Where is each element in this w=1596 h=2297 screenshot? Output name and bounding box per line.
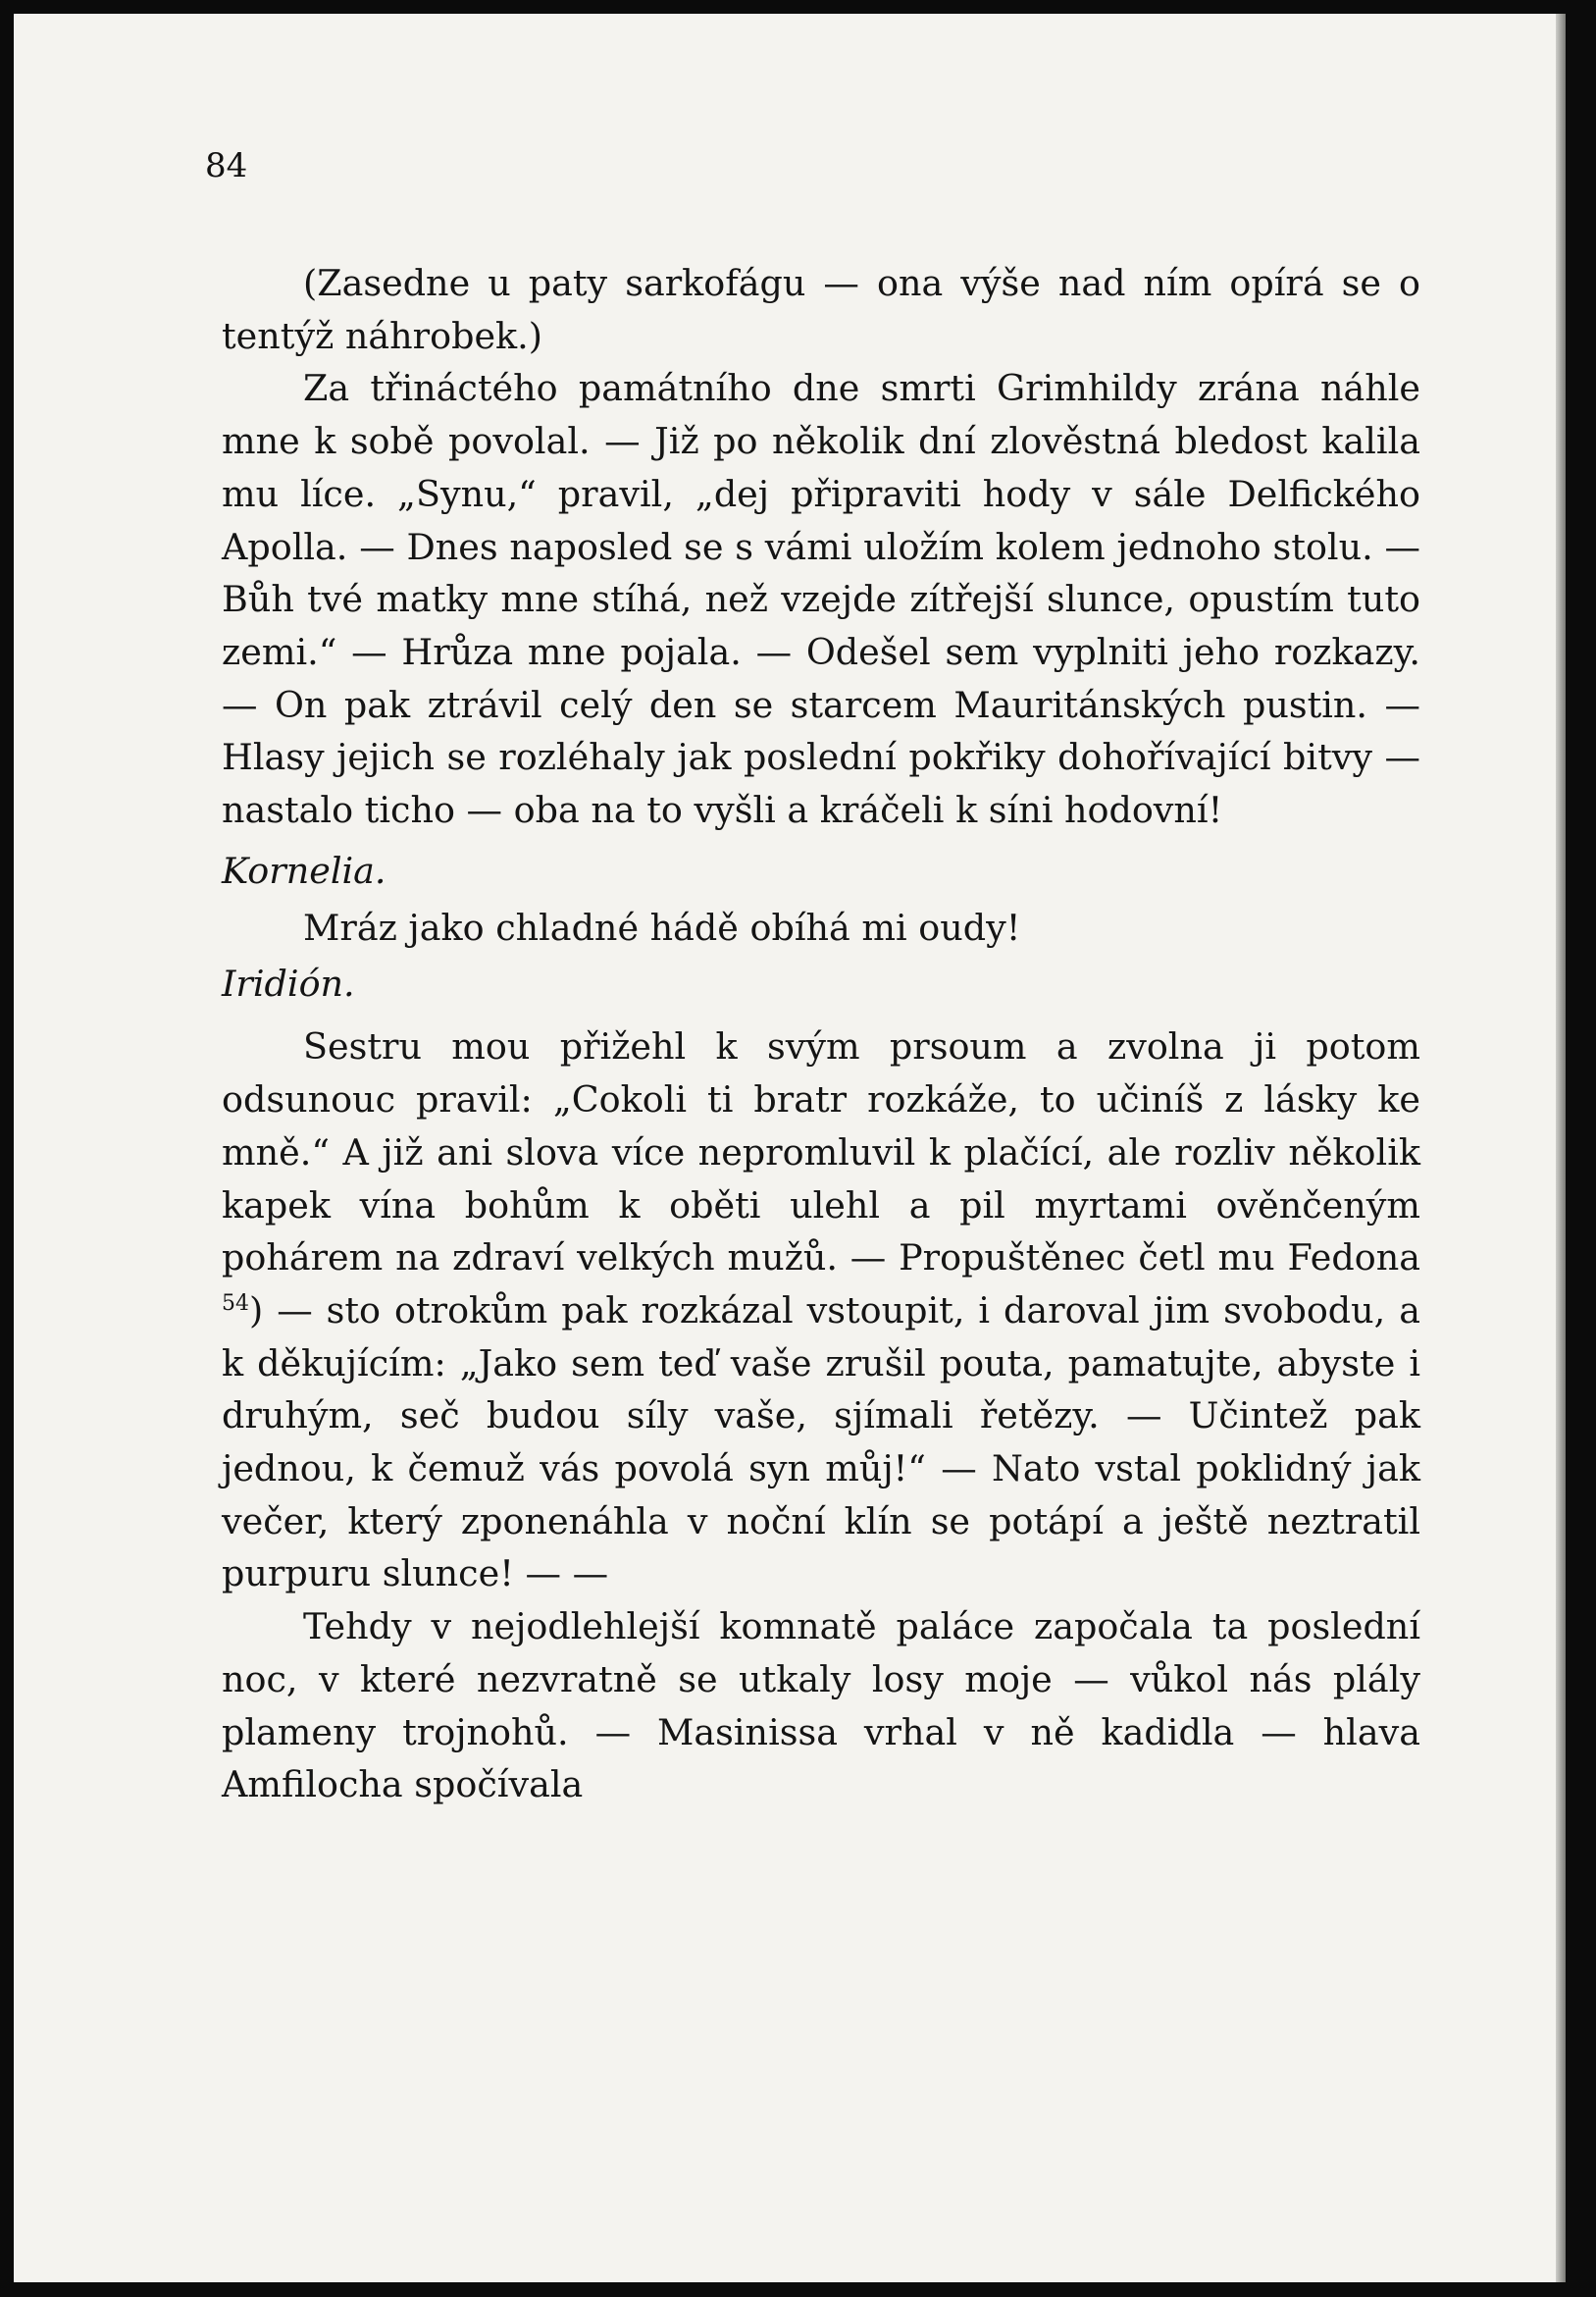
paragraph-3: Tehdy v nejodlehlejší komnatě paláce započala ta poslední noc, v které nezvratně se utkaly losy moje — vůkol nás plály plameny trojnohů. — Masinissa vrhal v ně kadidla — hlava Amfilocha spočívala (222, 1605, 1420, 1806)
paragraph-2-part-1: Sestru mou přižehl k svým prsoum a zvolna ji potom odsunouc pravil: „Cokoli ti bratr rozkáže, to učiníš z lásky ke mně.“ A již ani slova více nepromluvil k plačící, ale rozliv několik kapek vína bohům k oběti ulehl a pil myrtami ověnčeným pohárem na zdraví velkých mužů. — Propuštěnec četl mu Fedona (222, 1025, 1420, 1279)
paragraph-2-part-2: ) — sto otrokům pak rozkázal vstoupit, i daroval jim svobodu, a k děkujícím: „Jako sem teď vaše zrušil pouta, pamatujte, abyste i druhým, seč budou síly vaše, sjímali řetězy. — Učintež pak jednou, k čemuž vás povolá syn můj!“ — Nato vstal poklidný jak večer, který zponenáhla v noční klín se potápí a ještě neztratil purpuru slunce! — — (222, 1288, 1420, 1595)
paragraph-2 (222, 1020, 1420, 1600)
page-spine-edge (1556, 14, 1566, 2282)
speaker-iridion: Iridión. (222, 963, 355, 1006)
stage-direction: (Zasedne u paty sarkofágu — ona výše nad ním opírá se o tentýž náhrobek.) (222, 262, 1420, 357)
footnote-ref: 54 (222, 1290, 249, 1316)
speaker-kornelia: Kornelia. (222, 849, 386, 892)
page-number: 84 (205, 146, 248, 185)
page-text (222, 257, 1420, 1811)
kornelia-line: Mráz jako chladné hádě obíhá mi oudy! (303, 906, 1021, 949)
book-page (14, 14, 1566, 2282)
paragraph-1: Za třináctého památního dne smrti Grimhildy zrána náhle mne k sobě povolal. — Již po několik dní zlověstná bledost kalila mu líce. „Synu,“ pravil, „dej připraviti hody v sále Delfického Apolla. — Dnes naposled se s vámi uložím kolem jednoho stolu. — Bůh tvé matky mne stíhá, než vzejde zítřejší slunce, opustím tuto zemi.“ — Hrůza mne pojala. — Odešel sem vyplniti jeho rozkazy. — On pak ztrávil celý den se starcem Mauritánských pustin. — Hlasy jejich se rozléhaly jak poslední pokřiky dohořívající bitvy — nastalo ticho — oba na to vyšli a kráčeli k síni hodovní! (222, 367, 1420, 832)
